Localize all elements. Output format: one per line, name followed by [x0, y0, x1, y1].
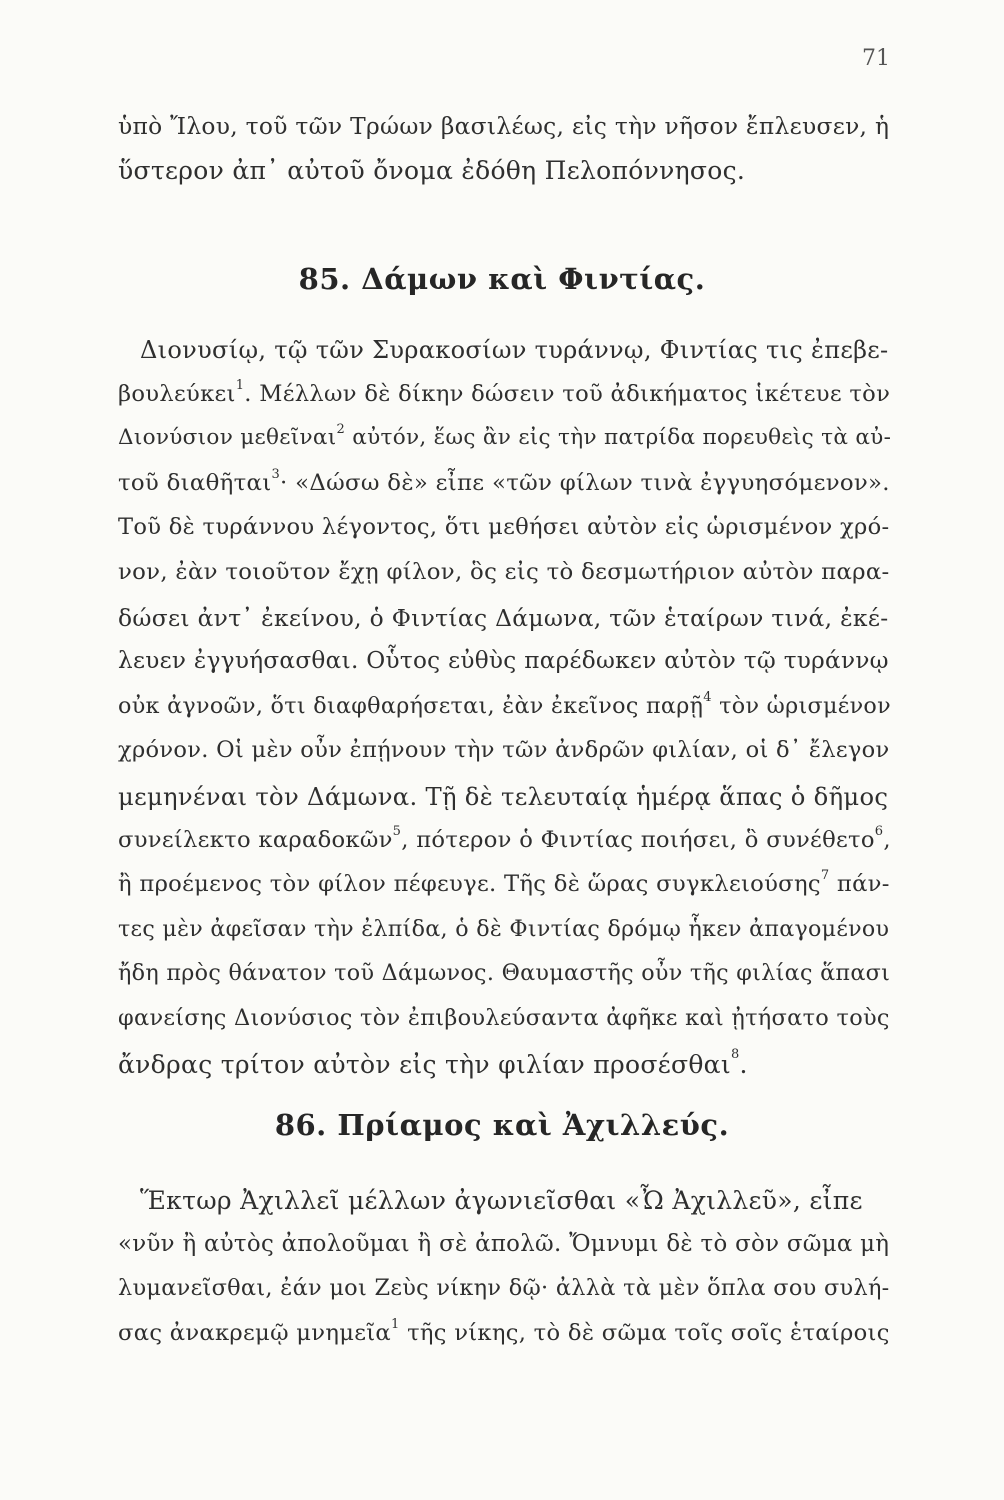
- text-line: ἄνδρας τρίτον αὐτὸν εἰς τὴν φιλίαν προσέσθαι$^8$.: [118, 1046, 748, 1079]
- text-line: Διονυσίῳ, τῷ τῶν Συρακοσίων τυράννῳ, Φιντίας τις ἐπεβε-: [140, 336, 889, 364]
- footnote-marker: 1: [391, 1316, 400, 1332]
- footnote-marker: 8: [730, 1046, 740, 1062]
- section-86-title: 86. Πρίαμος καὶ Ἀχιλλεύς.: [274, 1108, 730, 1142]
- text-line: ἢ προέμενος τὸν φίλον πέφευγε. Τῆς δὲ ὥρας συγκλειούσης$^7$ πάν-: [118, 868, 890, 898]
- intro-line: ὑπὸ Ἴλου, τοῦ τῶν Τρώων βασιλέως, εἰς τὴν νῆσον ἔπλευσεν, ἡ: [118, 112, 890, 140]
- text-line: βουλεύκει$^1$. Μέλλων δὲ δίκην δώσειν τοῦ ἀδικήματος ἱκέτευε τὸν: [118, 377, 891, 407]
- section-85-title: 85. Δάμων καὶ Φιντίας.: [298, 262, 706, 296]
- text-line: ἤδη πρὸς θάνατον τοῦ Δάμωνος. Θαυμαστῆς οὖν τῆς φιλίας ἅπασι: [118, 960, 891, 987]
- text-line: λευεν ἐγγυήσασθαι. Οὗτος εὐθὺς παρέδωκεν αὐτὸν τῷ τυράννῳ: [118, 648, 889, 675]
- footnote-marker: 6: [874, 823, 884, 839]
- text-line: σας ἀνακρεμῷ μνημεῖα$^1$ τῆς νίκης, τὸ δὲ σῶμα τοῖς σοῖς ἑταίροις: [118, 1316, 890, 1346]
- footnote-marker: 2: [336, 422, 346, 438]
- text-line: χρόνον. Οἱ μὲν οὖν ἐπῄνουν τὴν τῶν ἀνδρῶν φιλίαν, οἱ δ᾽ ἔλεγον: [118, 737, 890, 764]
- text-line: νον, ἐὰν τοιοῦτον ἔχῃ φίλον, ὃς εἰς τὸ δεσμωτήριον αὐτὸν παρα-: [118, 559, 890, 585]
- text-line: Διονύσιον μεθεῖναι$^2$ αὐτόν, ἕως ἂν εἰς τὴν πατρίδα πορευθεὶς τὰ αὐ-: [118, 422, 892, 451]
- text-line: μεμηνέναι τὸν Δάμωνα. Τῇ δὲ τελευταίᾳ ἡμέρᾳ ἅπας ὁ δῆμος: [118, 782, 889, 811]
- footnote-marker: 3: [271, 466, 281, 482]
- text-line: τες μὲν ἀφεῖσαν τὴν ἐλπίδα, ὁ δὲ Φιντίας δρόμῳ ἧκεν ἀπαγομένου: [118, 915, 890, 942]
- footnote-marker: 1: [235, 377, 245, 393]
- text-line: Ἕκτωρ Ἀχιλλεῖ μέλλων ἀγωνιεῖσθαι «Ὦ Ἀχιλλεῦ», εἶπε: [140, 1186, 863, 1215]
- text-line: «νῦν ἢ αὐτὸς ἀπολοῦμαι ἢ σὲ ἀπολῶ. Ὄμνυμι δὲ τὸ σὸν σῶμα μὴ: [118, 1230, 890, 1257]
- text-line: τοῦ διαθῆται$^3$· «Δώσω δὲ» εἶπε «τῶν φίλων τινὰ ἐγγυησόμενον».: [118, 466, 890, 496]
- footnote-marker: 7: [820, 868, 830, 884]
- footnote-marker: 4: [703, 689, 712, 705]
- text-line: οὐκ ἀγνοῶν, ὅτι διαφθαρήσεται, ἐὰν ἐκεῖνος παρῇ$^4$ τὸν ὡρισμένον: [118, 689, 891, 719]
- text-line: φανείσης Διονύσιος τὸν ἐπιβουλεύσαντα ἀφῆκε καὶ ᾐτήσατο τοὺς: [118, 1005, 890, 1031]
- text-line: δώσει ἀντ᾽ ἐκείνου, ὁ Φιντίας Δάμωνα, τῶν ἑταίρων τινά, ἐκέ-: [118, 603, 889, 632]
- page-number: 71: [862, 46, 890, 71]
- text-line: Τοῦ δὲ τυράννου λέγοντος, ὅτι μεθήσει αὐτὸν εἰς ὡρισμένον χρό-: [118, 514, 890, 541]
- intro-line: ὕστερον ἀπ᾽ αὐτοῦ ὄνομα ἐδόθη Πελοπόννησος.: [118, 156, 746, 185]
- text-line: λυμανεῖσθαι, ἐάν μοι Ζεὺς νίκην δῷ· ἀλλὰ τὰ μὲν ὅπλα σου συλή-: [118, 1275, 890, 1302]
- text-line: συνείλεκτο καραδοκῶν$^5$, πότερον ὁ Φιντίας ποιήσει, ὃ συνέθετο$^6$,: [118, 823, 891, 853]
- footnote-marker: 5: [392, 823, 402, 839]
